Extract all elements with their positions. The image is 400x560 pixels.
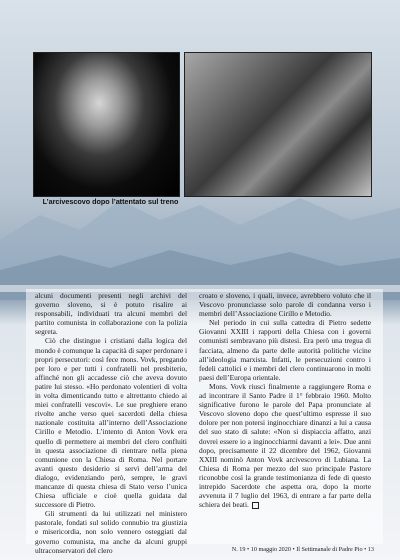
archbishop-bandaged-photo [33,52,180,197]
page-footer: N. 19 • 10 maggio 2020 • Il Settimanale di Padre Pio • 13 [231,546,374,553]
archbishop-crowd-photo [184,52,372,197]
paragraph: Nel periodo in cui sulla cattedra di Pietro sedette Giovanni XXIII i rapporti della Chiesa con i governi comunisti sembravano più distesi. Era però una tregua di facciata, almeno da parte delle autorità politiche vicine all’ideologia marxista. Infatti, le persecuzioni contro i fedeli cattolici e i membri del clero continuarono in molti paesi dell’Europa orientale. [199,318,371,382]
paragraph: Gli strumenti da lui utilizzati nel ministero pastorale, fondati sul solido connubio tra giustizia e misericordia, non solo vennero osteggiati dal governo comunista, ma anche da alcuni gruppi ultraconservatori del clero [35,509,187,555]
end-of-article-mark [252,502,259,509]
paragraph: Ciò che distingue i cristiani dalla logica del mondo è comunque la capacità di saper perdonare i propri persecutori: così fece mons. Vovk, pregando per loro e per tutti i confratelli nel presbiterio, affinché non gli accadesse ciò che aveva dovuto patire lui stesso. «Ho perdonato volentieri di volta in volta dimenticando tutto e altrettanto chiedo ai miei confratelli vescovi». Le sue preghiere erano rivolte anche verso quei sacerdoti della chiesa nazionale costituita all’interno dell’Associazione Cirillo e Metodio. L’intento di Anton Vovk era quello di permettere ai membri del clero confluiti in questa associazione di rientrare nella piena comunione con la Chiesa di Roma. Nel portare avanti questo desiderio si servì dell’arma del dialogo, evidenziando però, sempre, le gravi mancanze di questa chiesa di Stato verso l’unica Chiesa ufficiale e cioè quella guidata dal successore di Pietro. [35,336,187,510]
article-column-right [199,291,371,509]
paragraph: alcuni documenti presenti negli archivi del governo sloveno, si è potuto risalire ai responsabili, individuati tra alcuni membri del partito comunista in collaborazione con la polizia segreta. [35,291,187,337]
photo-caption: L’arcivescovo dopo l’attentato sul treno [42,197,179,206]
article-column-left [35,291,187,555]
paragraph: croato e sloveno, i quali, invece, avrebbero voluto che il Vescovo pronunciasse solo parole di condanna verso i membri dell’Associazione Cirillo e Metodio. [199,291,371,319]
paragraph-text: Mons. Vovk riuscì finalmente a raggiungere Roma e ad incontrare il Santo Padre il 1° febbraio 1960. Molto significative furono le parole del Papa pronunciate al Vescovo sloveno dopo che quest’ultimo espresse il suo dolore per non potersi inginocchiare dinanzi a lui a causa del suo stato di salute: «Non si dispiaccia affatto, anzi dovrei essere io a inginocchiarmi davanti a lei». Due anni dopo, precisamente il 22 dicembre del 1962, Giovanni XXIII nominò Anton Vovk arcivescovo di Lubiana. La Chiesa di Roma per mezzo del suo principale Pastore riconobbe così la grande testimonianza di fede di questo intrepido Sacerdote che aspetta ora, dopo la morte avvenuta il 7 luglio del 1963, di entrare a far parte della schiera dei beati. [199,381,371,510]
paragraph [199,382,371,509]
